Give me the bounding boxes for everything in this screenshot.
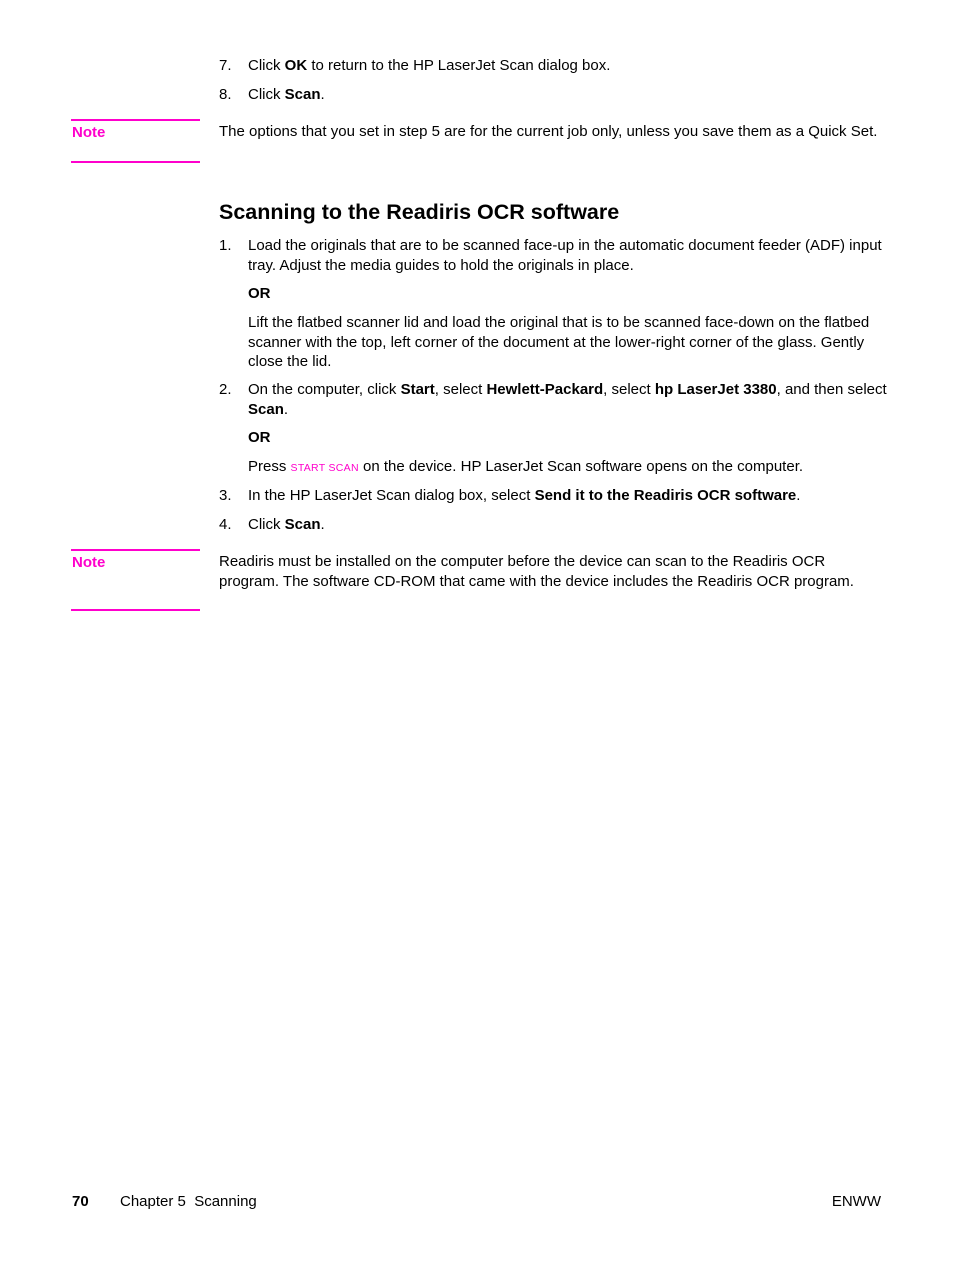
- step-number: 1.: [219, 237, 232, 254]
- or-label: OR: [248, 429, 271, 446]
- step-text: Click: [248, 57, 285, 74]
- hewlett-packard-label: Hewlett-Packard: [486, 381, 604, 398]
- or-label: OR: [248, 285, 271, 302]
- note-text: The options that you set in step 5 are for the current job only, unless you save them as a Quick Set.: [219, 123, 878, 140]
- note-top-rule: [71, 549, 200, 551]
- alt-text: on the device. HP LaserJet Scan software opens on the computer.: [358, 458, 804, 475]
- note-bottom-rule: [71, 161, 200, 163]
- note-label: Note: [72, 124, 106, 141]
- ok-label: OK: [284, 57, 308, 74]
- note-label: Note: [72, 554, 106, 571]
- step-text: , and then select: [776, 381, 887, 398]
- step-text: .: [320, 516, 325, 533]
- product-label: hp LaserJet 3380: [654, 381, 777, 398]
- step-number: 4.: [219, 516, 232, 533]
- step-text: Click: [248, 86, 285, 103]
- step-text: .: [283, 400, 289, 418]
- step-4: [219, 515, 889, 535]
- note-text: Readiris must be installed on the computer before the device can scan to the Readiris OCR program. The software CD-ROM that came with the device includes the Readiris OCR program.: [219, 553, 854, 590]
- option-label: Send it to the Readiris OCR software: [534, 487, 797, 504]
- step-3: [219, 486, 889, 506]
- step-text: In the HP LaserJet Scan dialog box, select: [248, 487, 535, 504]
- note-top-rule: [71, 119, 200, 121]
- step-text: to return to the HP LaserJet Scan dialog box.: [307, 57, 611, 74]
- alt-instruction: Lift the flatbed scanner lid and load the original that is to be scanned face-down on the flatbed scanner with the top, left corner of the document at the lower-right corner of the glass. Gently close the lid.: [248, 314, 870, 371]
- section-heading: Scanning to the Readiris OCR software: [219, 200, 620, 224]
- step-7: [219, 56, 889, 76]
- start-scan-key: START SCAN: [290, 462, 359, 474]
- note-bottom-rule: [71, 609, 200, 611]
- scan-label: Scan: [284, 86, 321, 103]
- step-text: , select: [603, 381, 655, 398]
- step-number: 3.: [219, 487, 232, 504]
- footer-right: ENWW: [831, 1193, 881, 1210]
- step-number: 7.: [219, 57, 232, 74]
- scan-label: Scan: [284, 516, 321, 533]
- step-text: Click: [248, 516, 285, 533]
- step-text: , select: [434, 381, 487, 398]
- alt-instruction: [248, 457, 888, 479]
- footer-chapter: Chapter 5 Scanning: [120, 1193, 257, 1210]
- step-text: On the computer, click: [248, 381, 401, 398]
- alt-text: Press: [248, 458, 291, 475]
- step-1: [219, 236, 889, 275]
- step-number: 8.: [219, 86, 232, 103]
- step-8: [219, 85, 889, 105]
- start-label: Start: [400, 381, 435, 398]
- step-number: 2.: [219, 381, 232, 398]
- step-text: .: [796, 487, 801, 504]
- page-number: 70: [72, 1193, 89, 1210]
- step-2: [219, 380, 889, 419]
- scan-label: Scan: [248, 400, 284, 418]
- step-text: Load the originals that are to be scanned face-up in the automatic document feeder (ADF) input tray. Adjust the media guides to hold the originals in place.: [248, 237, 882, 274]
- step-text: .: [320, 86, 325, 103]
